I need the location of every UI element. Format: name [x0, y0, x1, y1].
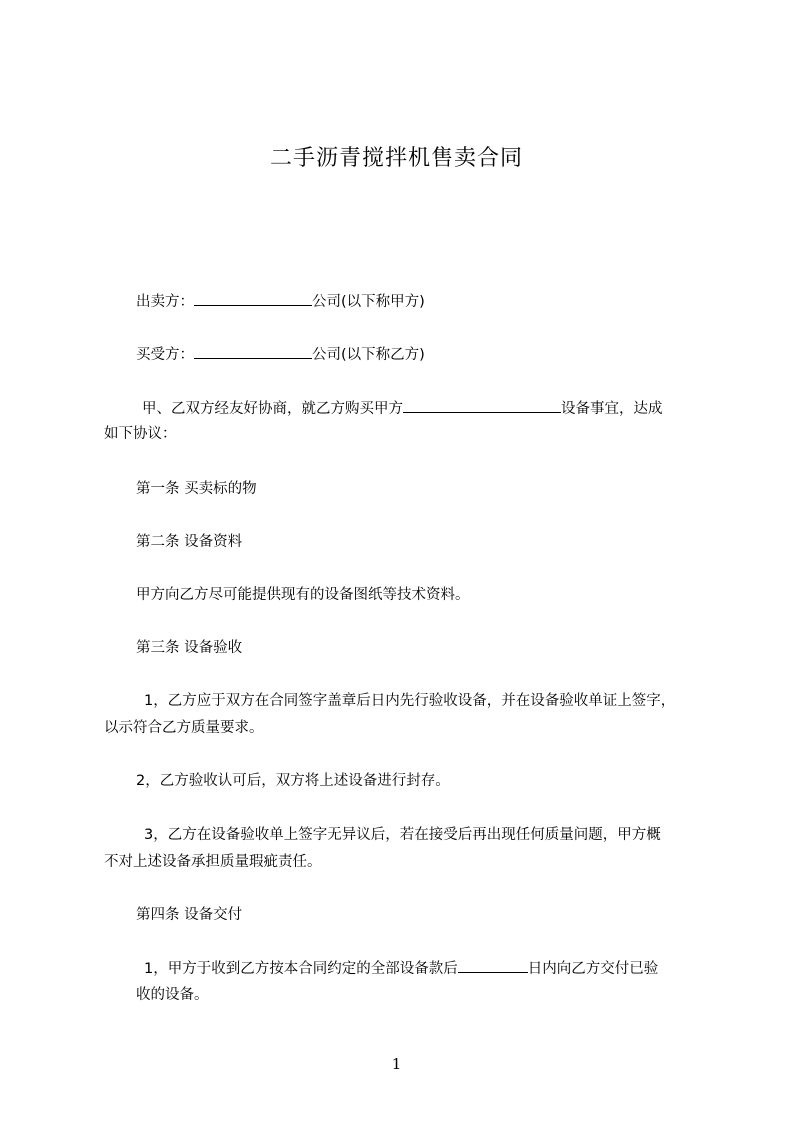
seller-suffix: 公司(以下称甲方): [312, 294, 425, 310]
seller-line: [136, 291, 425, 312]
article-4-item-1-text-1: 1，甲方于收到乙方按本合同约定的全部设备款后: [144, 961, 458, 977]
article-2-text: 甲方向乙方尽可能提供现有的设备图纸等技术资料。: [136, 587, 470, 603]
article-3-item-1-line-2: 以示符合乙方质量要求。: [104, 720, 264, 736]
article-3-heading: 第三条 设备验收: [136, 640, 243, 656]
article-4-item-1-line-2: 收的设备。: [136, 987, 209, 1003]
seller-name-blank[interactable]: [194, 291, 312, 306]
buyer-suffix: 公司(以下称乙方): [312, 347, 425, 363]
intro-line-2: 如下协议：: [104, 426, 177, 442]
page-number: 1: [391, 1055, 402, 1073]
intro-text-2: 设备事宜，达成: [561, 401, 663, 417]
article-3-item-1-line-1: 1，乙方应于双方在合同签字盖章后日内先行验收设备，并在设备验收单证上签字，: [144, 693, 676, 709]
intro-text-1: 甲、乙双方经友好协商，就乙方购买甲方: [142, 401, 403, 417]
article-4-item-1-text-2: 日内向乙方交付已验: [527, 961, 659, 977]
article-3-item-2: 2，乙方验收认可后，双方将上述设备进行封存。: [136, 773, 450, 789]
document-title: 二手沥青搅拌机售卖合同: [269, 146, 523, 171]
intro-line-1: [142, 398, 663, 419]
buyer-label: 买受方：: [136, 347, 194, 363]
article-4-heading: 第四条 设备交付: [136, 907, 243, 923]
equipment-name-blank[interactable]: [403, 398, 561, 413]
article-2-heading: 第二条 设备资料: [136, 534, 243, 550]
article-4-item-1-line-1: [144, 958, 658, 979]
article-1-heading: 第一条 买卖标的物: [136, 481, 257, 497]
buyer-line: [136, 344, 425, 365]
delivery-days-blank[interactable]: [458, 958, 528, 973]
buyer-name-blank[interactable]: [194, 344, 312, 359]
article-3-item-3-line-2: 不对上述设备承担质量瑕疵责任。: [104, 854, 322, 870]
seller-label: 出卖方：: [136, 294, 194, 310]
article-3-item-3-line-1: 3，乙方在设备验收单上签字无异议后，若在接受后再出现任何质量问题，甲方概: [144, 827, 661, 843]
